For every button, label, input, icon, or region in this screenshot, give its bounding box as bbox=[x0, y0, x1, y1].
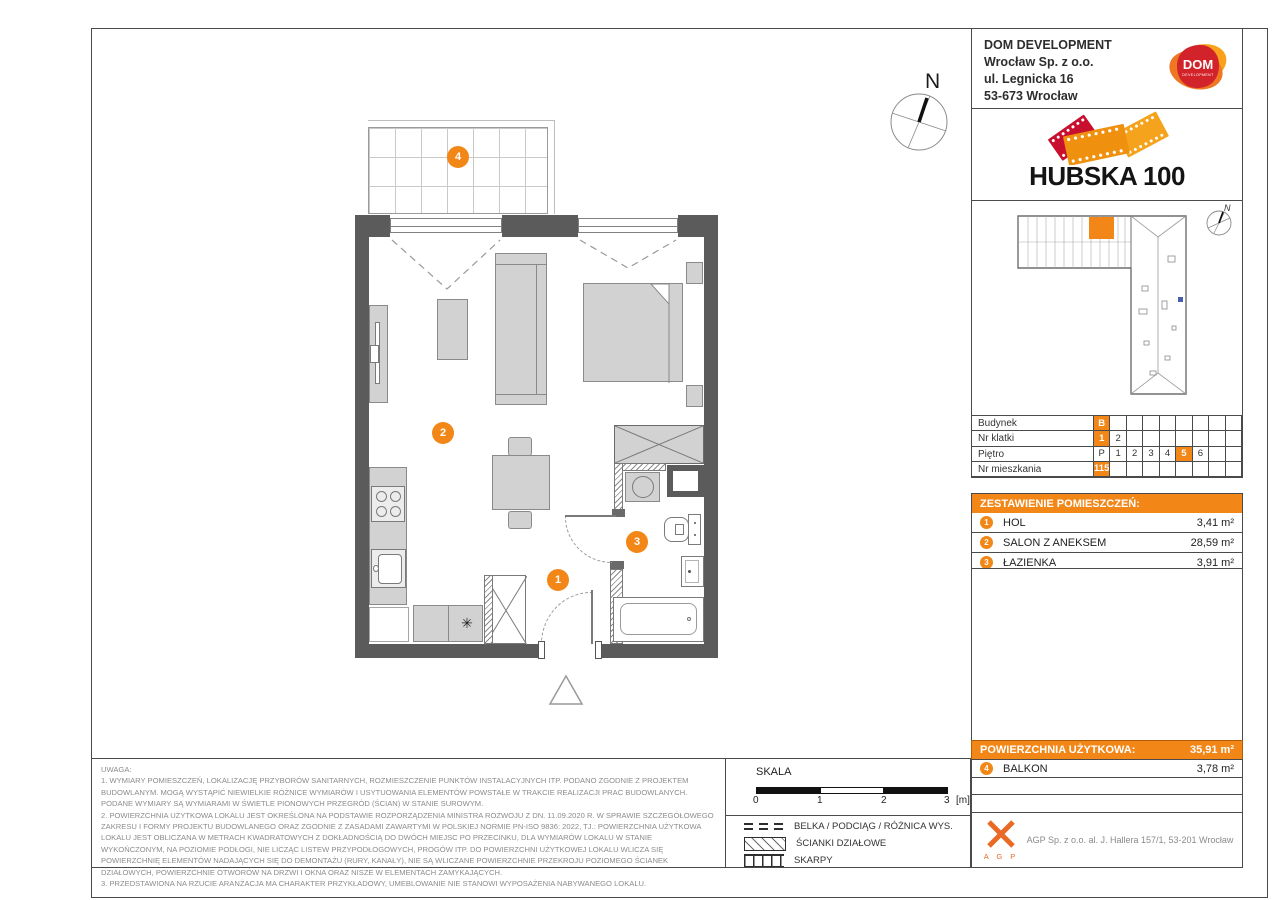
table-row-pietro: Piętro P 1 2 3 4 5 6 bbox=[972, 447, 1242, 462]
room-marker-salon: 2 bbox=[432, 422, 454, 444]
usable-area-label: POWIERZCHNIA UŻYTKOWA: bbox=[980, 744, 1136, 756]
scale-box: SKALA 0 1 2 3 [m] bbox=[725, 758, 971, 816]
entrance-jamb-left bbox=[538, 641, 545, 659]
balcony-slab-edge-right bbox=[554, 120, 555, 214]
room-number-badge: 2 bbox=[980, 536, 993, 549]
notes-title: UWAGA: bbox=[101, 765, 132, 774]
legend-item-skarpy: SKARPY bbox=[726, 852, 970, 869]
agp-logo bbox=[984, 818, 1018, 862]
hall-wardrobe-hatch bbox=[484, 575, 493, 644]
agp-box bbox=[971, 812, 1243, 868]
kitchen-counter-bottom bbox=[413, 605, 483, 642]
nightstand-bottom bbox=[686, 385, 703, 407]
dishwasher-symbol: ✳ bbox=[461, 615, 473, 631]
empty-row-1 bbox=[971, 777, 1243, 795]
room-number-badge: 4 bbox=[980, 762, 993, 775]
balcony bbox=[368, 127, 548, 214]
legend-item-belka: BELKA / PODCIĄG / RÓŻNICA WYS. bbox=[726, 818, 970, 835]
note-1: 1. WYMIARY POMIESZCZEŃ, LOKALIZACJĘ PRZYBORÓW SANITARNYCH, ROZMIESZCZENIE PUNKTÓW INSTALACYJNYCH ITP. PODANO ZGODNIE Z PROJEKTEM BUDOWLANYM. MOGĄ WYSTĄPIĆ NIEWIELKIE RÓŻNICE WYMIARÓW I USYTUOWANIA ELEMENTÓW POWSTAŁE W TRAKCIE REALIZACJI PRAC BUDOWLANYCH. PODANE WYMIARY SĄ WYMIARAMI W ŚWIETLE PIONOWYCH PRZEGRÓD (ŚCIAN) W STANIE SUROWYM. bbox=[101, 776, 689, 809]
developer-address: DOM DEVELOPMENT Wrocław Sp. z o.o. ul. Legnicka 16 53-673 Wrocław bbox=[984, 38, 1112, 103]
svg-text:A G P: A G P bbox=[984, 852, 1018, 861]
room-row-hol: 1 HOL 3,41 m² bbox=[972, 513, 1242, 533]
entrance-door-leaf bbox=[591, 590, 593, 644]
partition-bathroom-left-upper bbox=[614, 463, 623, 511]
bed bbox=[583, 283, 683, 382]
toilet-cistern bbox=[688, 514, 701, 545]
balcony-door-window bbox=[390, 218, 502, 233]
room-row-salon: 2 SALON Z ANEKSEM 28,59 m² bbox=[972, 533, 1242, 553]
building-minimap bbox=[972, 201, 1242, 415]
bathtub bbox=[613, 597, 704, 642]
toilet-bowl bbox=[664, 517, 689, 542]
wall-left bbox=[355, 215, 369, 658]
room-number-badge: 1 bbox=[980, 516, 993, 529]
fridge-niche bbox=[369, 607, 409, 642]
room-number-badge: 3 bbox=[980, 556, 993, 569]
washing-machine bbox=[625, 472, 660, 502]
door-jamb-lower bbox=[610, 561, 624, 569]
wall-right bbox=[704, 215, 718, 658]
notes-box bbox=[91, 758, 726, 888]
note-3: 3. PRZEDSTAWIONA NA RZUCIE ARANŻACJA MA CHARAKTER PRZYKŁADOWY, UMEBLOWANIE NIE STANOWI WYPOSAŻENIA NABYWANEGO LOKALU. bbox=[101, 878, 647, 888]
coffee-table bbox=[437, 299, 468, 360]
legend-box bbox=[725, 815, 971, 868]
stairwell-marker bbox=[1178, 297, 1183, 302]
sofa bbox=[495, 253, 547, 405]
unit-info-table bbox=[971, 415, 1243, 478]
usable-area-value: 35,91 m² bbox=[1189, 744, 1234, 756]
spacer-box bbox=[971, 568, 1243, 741]
empty-row-2 bbox=[971, 794, 1243, 813]
minimap-box bbox=[971, 200, 1243, 416]
project-box bbox=[971, 108, 1243, 201]
room-marker-hol: 1 bbox=[547, 569, 569, 591]
chair-bottom bbox=[508, 511, 532, 529]
room-row-lazienka: 3 ŁAZIENKA 3,91 m² bbox=[972, 553, 1242, 572]
compass-icon bbox=[886, 64, 956, 156]
scale-title: SKALA bbox=[756, 766, 792, 778]
minimap-compass-icon bbox=[1207, 203, 1231, 235]
svg-text:DEVELOPMENT: DEVELOPMENT bbox=[1182, 73, 1214, 77]
bedroom-window bbox=[578, 218, 678, 233]
entrance-jamb-right bbox=[595, 641, 602, 659]
svg-text:N: N bbox=[1224, 203, 1231, 213]
usable-area-bar bbox=[971, 740, 1243, 760]
tv-console bbox=[370, 345, 379, 363]
bathroom-sink bbox=[681, 556, 704, 587]
vent-shaft-opening bbox=[673, 471, 698, 491]
table-row-klatka: Nr klatki 1 2 bbox=[972, 431, 1242, 446]
room-list-header: ZESTAWIENIE POMIESZCZEŃ: bbox=[972, 494, 1242, 513]
balcony-row: 4 BALKON 3,78 m² bbox=[971, 759, 1243, 778]
table-row-mieszkanie: Nr mieszkania 115 bbox=[972, 462, 1242, 477]
hubska-film-logo bbox=[1043, 111, 1173, 165]
kitchen-sink bbox=[371, 549, 406, 588]
room-marker-balkon: 4 bbox=[447, 146, 469, 168]
table-row-budynek: Budynek B bbox=[972, 416, 1242, 431]
chair-top bbox=[508, 437, 532, 456]
partition-wall-symbol bbox=[744, 837, 786, 851]
salon-wardrobe bbox=[614, 425, 704, 464]
stove bbox=[371, 486, 405, 522]
room-marker-lazienka: 3 bbox=[626, 531, 648, 553]
compass-n-label: N bbox=[925, 70, 941, 93]
legend-item-scianki: ŚCIANKI DZIAŁOWE bbox=[726, 835, 970, 852]
beam-symbol bbox=[744, 823, 784, 830]
note-2: 2. POWIERZCHNIA UŻYTKOWA LOKALU JEST OKREŚLONA NA PODSTAWIE ROZPORZĄDZENIA MINISTRA ROZWOJU Z DN. 11.09.2020 R. W SPRAWIE SZCZEGÓŁOWEGO ZAKRESU I FORMY PROJEKTU BUDOWLANEGO ORAZ ZGODNIE Z ZASADAMI ZAWARTYMI W POLSKIEJ NORMIE PN-ISO 9836: 2022, TJ.: POWIERZCHNIA UŻYTKOWA LOKALU JEST OBLICZANA W METRACH KWADRATOWYCH Z DOKŁADNOŚCIĄ DO DWÓCH MIEJSC PO PRZECINKU, DLA WYMIARÓW LOKALU W STANIE WYKOŃCZONYM, NA POZIOMIE PODŁOGI, NIE LICZĄC LISTEW PRZYPODŁOGOWYCH, PROGÓW ITP. DO POWIERZCHNI UŻYTKOWEJ LOKALU WLICZA SIĘ POWIERZCHNIĘ ELEMENTÓW NADAJĄCYCH SIĘ DO DEMONTAŻU (RURY, KANAŁY), NIE SĄ WLICZANE POWIERZCHNIE PRZEKROJU POZIOMEGO ŚCIANEK DZIAŁOWYCH, POWIERZCHNIE OTWORÓW NA DRZWI I OKNA ORAZ NISZE W ELEMENTACH ZAMYKAJĄCYCH. bbox=[101, 810, 714, 877]
project-title: HUBSKA 100 bbox=[1029, 161, 1185, 191]
wall-bottom-right bbox=[595, 644, 718, 658]
svg-text:DOM: DOM bbox=[1182, 57, 1214, 72]
dining-table bbox=[492, 455, 550, 510]
developer-box bbox=[971, 28, 1243, 109]
wall-bottom-left bbox=[355, 644, 545, 658]
agp-address: AGP Sp. z o.o. al. J. Hallera 157/1, 53-201 Wrocław bbox=[1026, 835, 1234, 845]
slope-symbol bbox=[744, 854, 784, 867]
room-list-box bbox=[971, 493, 1243, 569]
wall-top-mid bbox=[502, 215, 578, 237]
nightstand-top bbox=[686, 262, 703, 284]
balcony-slab-edge bbox=[368, 120, 555, 121]
entrance-marker-icon bbox=[548, 674, 584, 706]
dom-development-logo bbox=[1166, 37, 1230, 97]
